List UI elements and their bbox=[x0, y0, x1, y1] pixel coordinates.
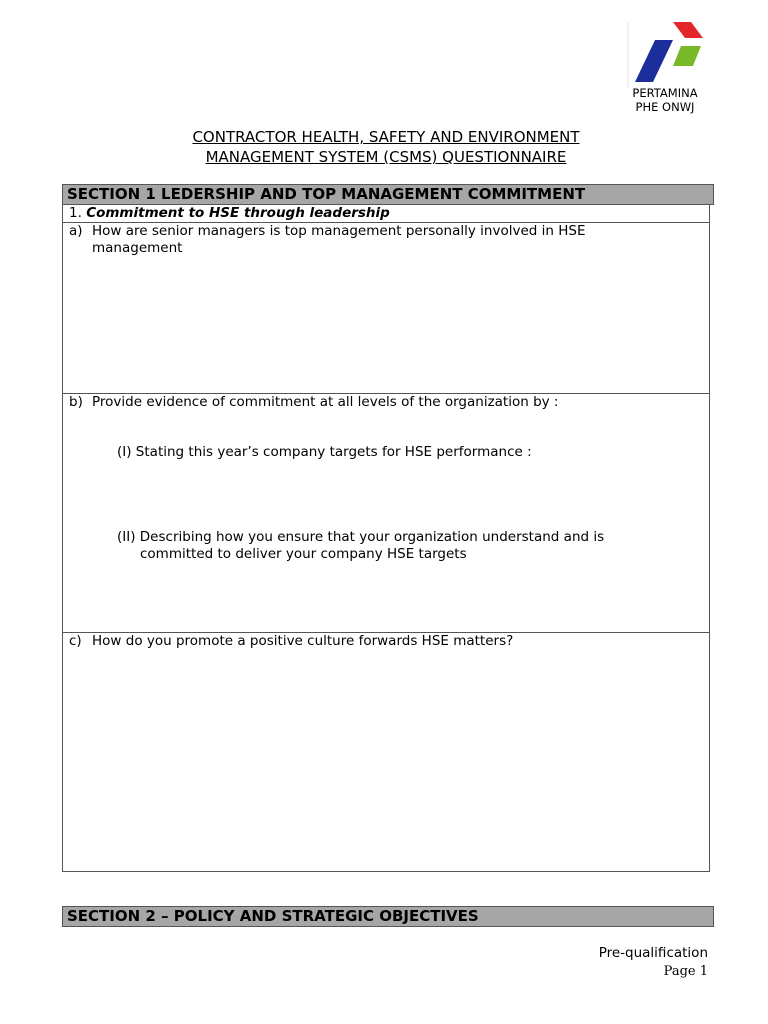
section-1-heading: SECTION 1 LEDERSHIP AND TOP MANAGEMENT COMMITMENT bbox=[62, 184, 714, 205]
question-b-item-2 bbox=[117, 529, 697, 563]
question-a-label: a) bbox=[69, 223, 83, 239]
question-a-box[interactable] bbox=[62, 222, 710, 394]
footer-label: Pre-qualification bbox=[598, 945, 708, 961]
section-2-heading: SECTION 2 – POLICY AND STRATEGIC OBJECTIVES bbox=[62, 906, 714, 927]
question-c-text: How do you promote a positive culture forwards HSE matters? bbox=[92, 633, 514, 649]
subsection-number: 1. bbox=[69, 205, 82, 221]
question-b-item-1: (I) Stating this year’s company targets for HSE performance : bbox=[117, 444, 532, 460]
title-line-1: CONTRACTOR HEALTH, SAFETY AND ENVIRONMENT bbox=[192, 128, 580, 146]
logo-line-2: PHE ONWJ bbox=[635, 100, 695, 114]
question-b-text: Provide evidence of commitment at all levels of the organization by : bbox=[92, 394, 559, 410]
page-number: Page 1 bbox=[663, 964, 708, 979]
question-b-item-2-line-2: committed to deliver your company HSE targets bbox=[140, 546, 467, 562]
question-a-text-1: How are senior managers is top management personally involved in HSE bbox=[92, 223, 586, 239]
logo-line-1: PERTAMINA bbox=[632, 86, 698, 100]
subsection-title: Commitment to HSE through leadership bbox=[86, 205, 390, 221]
question-c-box[interactable] bbox=[62, 632, 710, 872]
pertamina-logo-icon bbox=[625, 20, 713, 90]
question-b-label: b) bbox=[69, 394, 83, 410]
question-b-box[interactable] bbox=[62, 393, 710, 633]
question-c bbox=[69, 633, 699, 650]
question-b-item-2-line-1: (II) Describing how you ensure that your organization understand and is bbox=[117, 529, 605, 545]
question-a-text-2: management bbox=[92, 240, 183, 256]
subsection-heading bbox=[62, 205, 710, 223]
question-c-label: c) bbox=[69, 633, 82, 649]
title-line-2: MANAGEMENT SYSTEM (CSMS) QUESTIONNAIRE bbox=[205, 148, 567, 166]
logo-caption bbox=[606, 86, 724, 114]
document-title bbox=[62, 127, 710, 167]
question-a bbox=[69, 223, 699, 257]
question-b bbox=[69, 394, 699, 411]
pertamina-logo bbox=[625, 20, 713, 90]
